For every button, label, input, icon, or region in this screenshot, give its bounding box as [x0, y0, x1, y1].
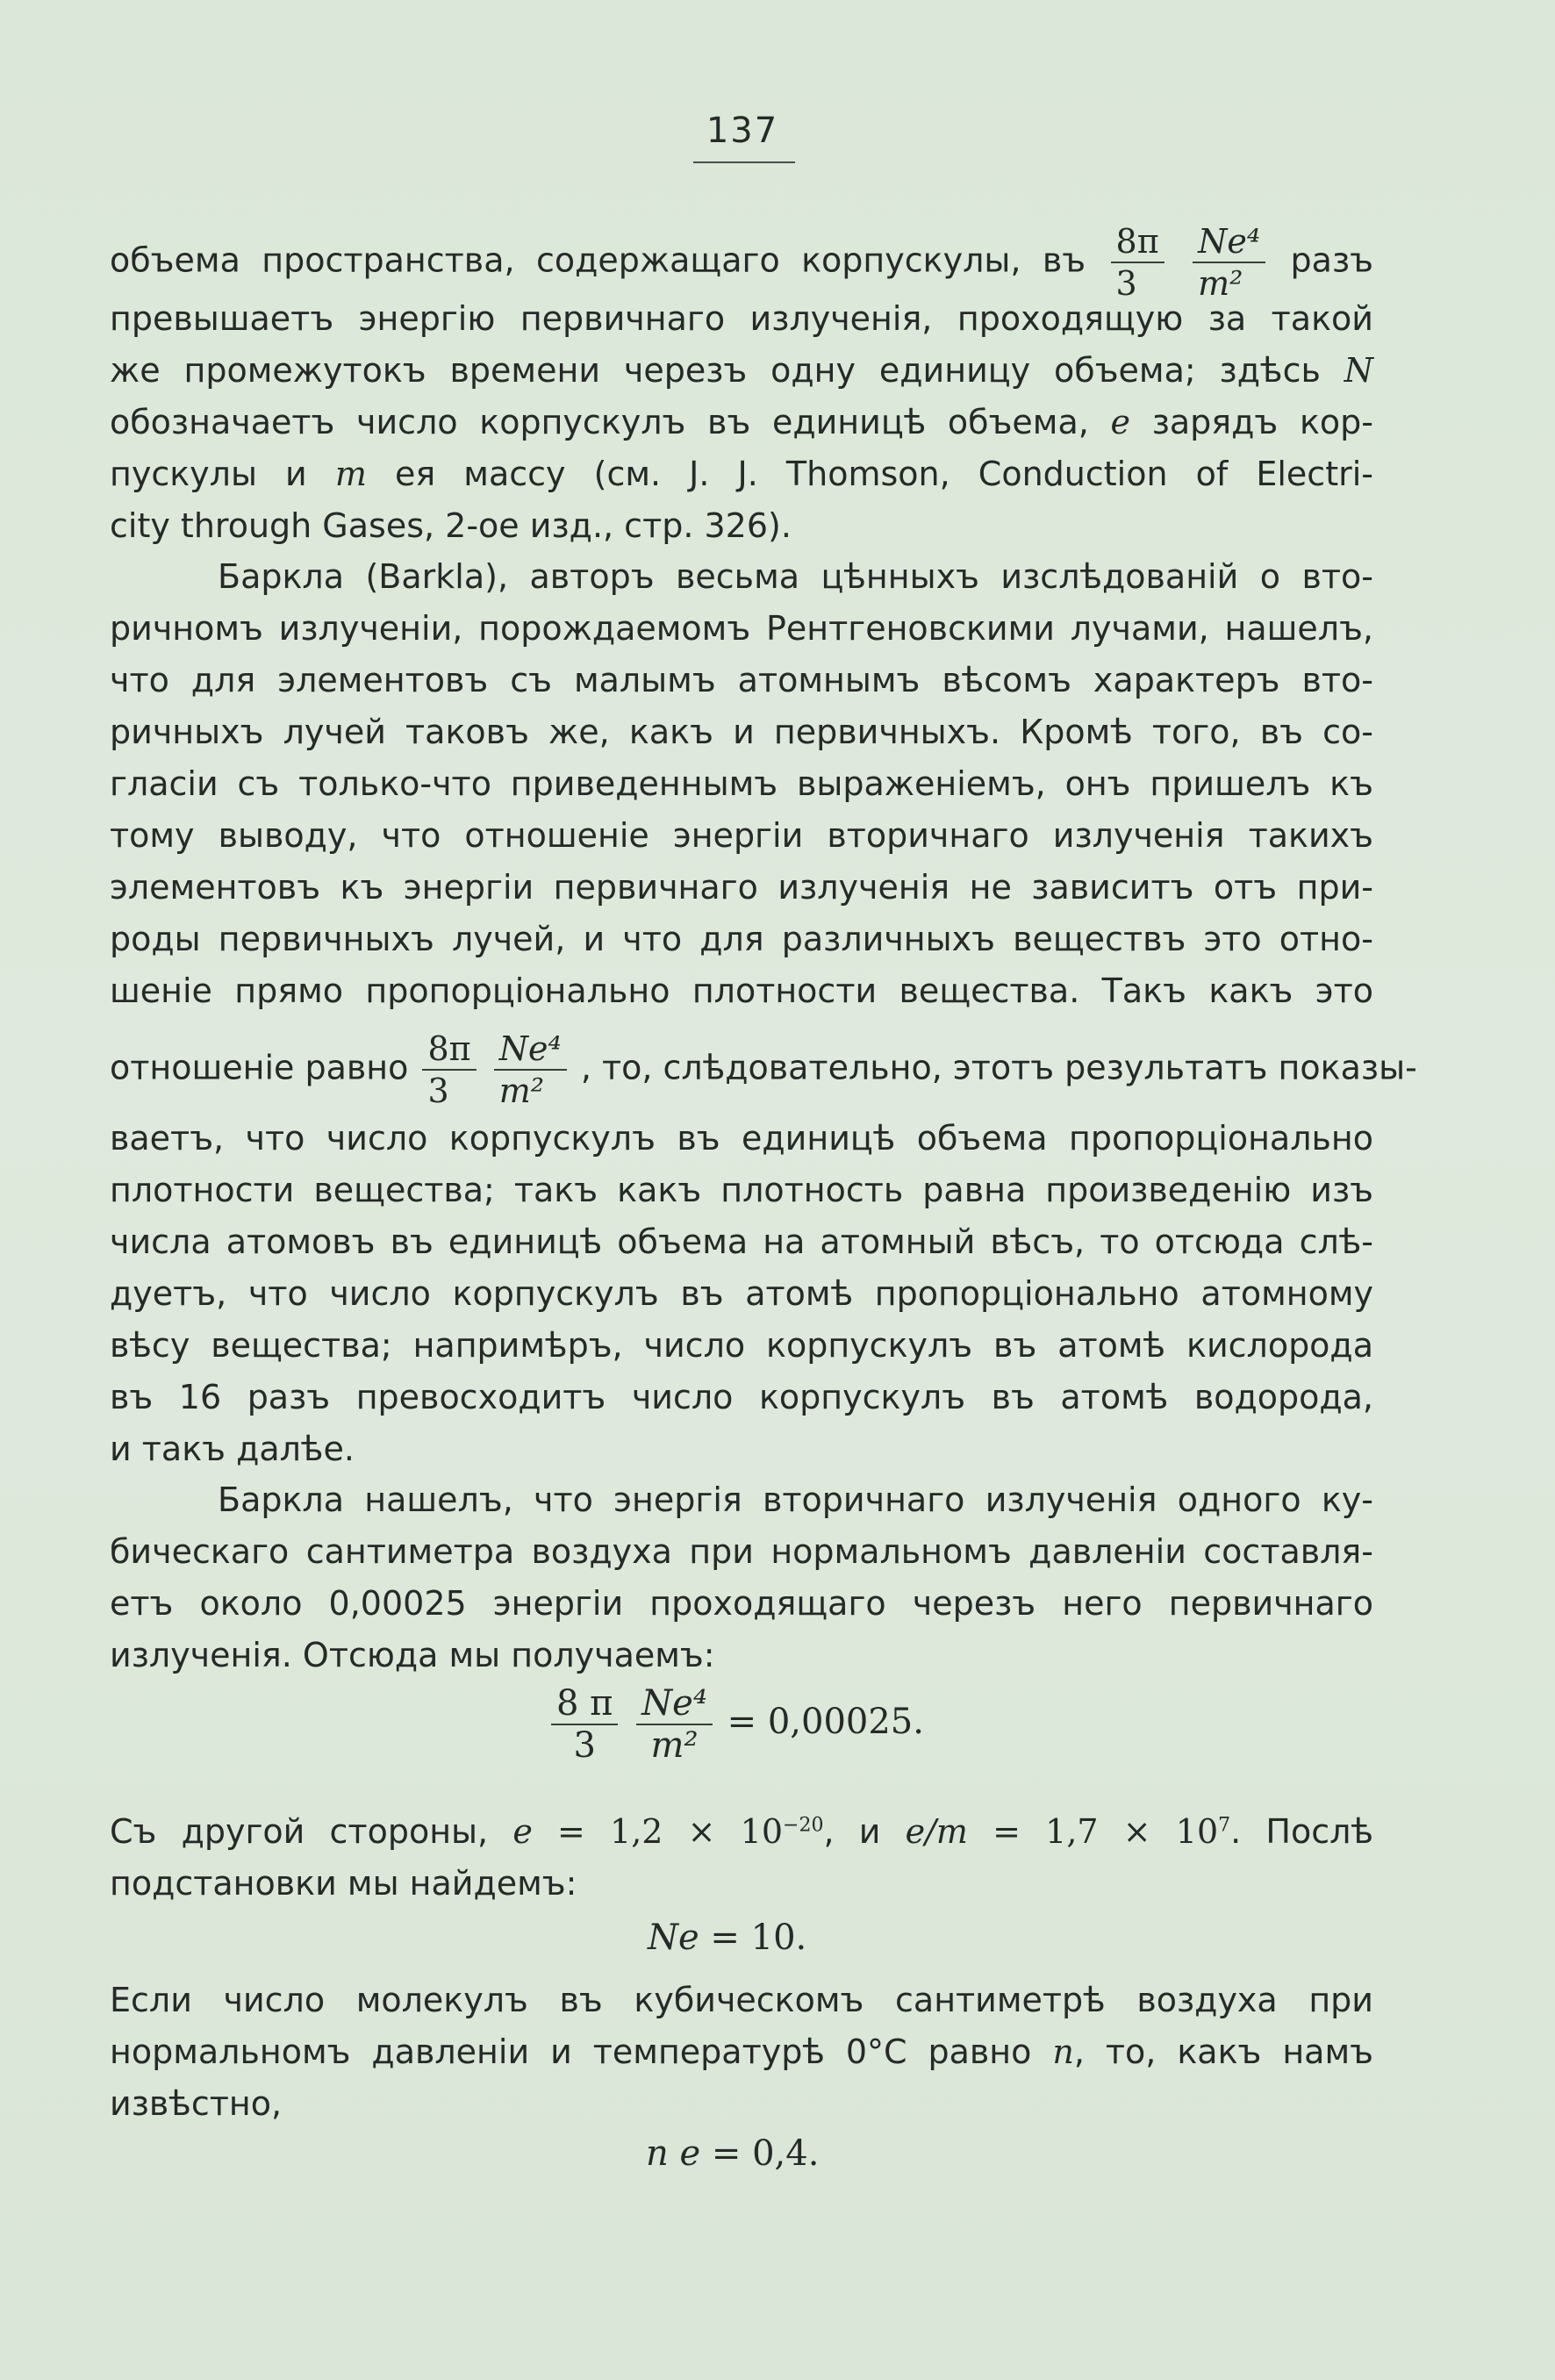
symbol-e: e	[1110, 403, 1131, 441]
ratio-mantissa: = 1,7 × 10	[992, 1812, 1219, 1851]
p3-line-1: Баркла нашелъ, что энергія вторичнаго излученія одного ку-	[218, 1480, 1373, 1519]
p2-line-17: и такъ далѣе.	[110, 1430, 355, 1468]
frac-den: m²	[650, 1725, 699, 1766]
p2-line-14: дуетъ, что число корпускулъ въ атомѣ пропорціонально атомному	[110, 1274, 1373, 1313]
frac-den: 3	[1115, 264, 1137, 303]
charge-exponent: −20	[783, 1814, 824, 1837]
p5-line-3: извѣстно,	[110, 2084, 283, 2123]
ratio-value	[992, 1812, 1230, 1851]
conjunction: , и	[823, 1812, 881, 1851]
p1-line-4	[110, 397, 1373, 448]
frac-num: Ne⁴	[494, 1029, 567, 1071]
symbol-m: m	[334, 455, 367, 493]
p4-line-1	[110, 1806, 1373, 1858]
p5-line-2-start: нормальномъ давленіи и температурѣ 0°C равно	[110, 2032, 1032, 2071]
charge-mantissa: = 1,2 × 10	[557, 1812, 784, 1851]
p2-line-10	[110, 1029, 1417, 1111]
p3-line-4: излученія. Отсюда мы получаемъ:	[110, 1636, 715, 1674]
p1-line-5	[110, 448, 1373, 500]
page-number-rule	[693, 161, 795, 163]
p2-line-11: ваетъ, что число корпускулъ въ единицѣ объема пропорціонально	[110, 1119, 1373, 1158]
p1-line-3-start: же промежутокъ времени черезъ одну единицу объема; здѣсь	[110, 351, 1321, 390]
frac-den: 3	[427, 1072, 449, 1110]
p2-line-3: что для элементовъ съ малымъ атомнымъ вѣсомъ характеръ вто-	[110, 661, 1373, 699]
p2-line-15: вѣсу вещества; напримѣръ, число корпускулъ въ атомѣ кислорода	[110, 1326, 1373, 1365]
p2-line-12: плотности вещества; такъ какъ плотность равна произведенію изъ	[110, 1171, 1373, 1209]
p3-line-3: етъ около 0,00025 энергіи проходящаго черезъ него первичнаго	[110, 1584, 1373, 1623]
p1-fraction-8pi-3	[1111, 221, 1164, 304]
symbol-e-over-m: e/m	[905, 1812, 968, 1851]
eq3-lhs: n e	[646, 2133, 701, 2174]
p5-line-2-end: , то, какъ намъ	[1073, 2032, 1373, 2071]
equation-energy-ratio	[548, 1683, 924, 1766]
eq2-rhs: = 10.	[710, 1918, 807, 1958]
p4-line-2: подстановки мы найдемъ:	[110, 1864, 577, 1903]
symbol-n: n	[1052, 2032, 1074, 2071]
p2-line-13: числа атомовъ въ единицѣ объема на атомный вѣсъ, то отсюда слѣ-	[110, 1222, 1373, 1261]
p1-line-4-end: зарядъ кор-	[1151, 403, 1373, 441]
p2-fraction-ne4-m2	[494, 1029, 567, 1111]
p4-line-1-start: Съ другой стороны,	[110, 1812, 489, 1851]
p2-line-4: ричныхъ лучей таковъ же, какъ и первичныхъ. Кромѣ того, въ со-	[110, 713, 1373, 751]
p2-fraction-8pi-3	[422, 1029, 476, 1111]
symbol-e: e	[512, 1812, 533, 1851]
frac-num: 8 π	[551, 1683, 618, 1725]
ratio-exponent: 7	[1218, 1814, 1231, 1837]
p2-line-6: тому выводу, что отношеніе энергіи вторичнаго излученія такихъ	[110, 816, 1373, 855]
eq1-rhs: = 0,00025.	[727, 1702, 924, 1742]
p5-line-1: Если число молекулъ въ кубическомъ сантиметрѣ воздуха при	[110, 1981, 1373, 2019]
p1-line-2: превышаетъ энергію первичнаго излученія, проходящую за такой	[110, 299, 1373, 338]
eq3-rhs: = 0,4.	[711, 2133, 820, 2174]
p1-line-1-end: разъ	[1290, 240, 1373, 280]
frac-num: 8π	[1111, 221, 1164, 263]
p1-line-6: city through Gases, 2-ое изд., стр. 326).	[110, 506, 792, 545]
p1-line-3	[110, 345, 1373, 397]
p1-line-4-start: обозначаетъ число корпускулъ въ единицѣ объема,	[110, 403, 1089, 441]
frac-num: Ne⁴	[636, 1683, 713, 1725]
p1-fraction-ne4-m2	[1193, 221, 1265, 304]
charge-value	[557, 1812, 823, 1851]
p5-line-2	[110, 2026, 1373, 2078]
page-number: 137	[706, 111, 779, 151]
frac-den: 3	[573, 1725, 596, 1766]
eq1-fraction-8pi-3	[551, 1683, 618, 1766]
p4-line-1-end: . Послѣ	[1230, 1812, 1373, 1851]
equation-ne	[648, 1911, 806, 1964]
symbol-N: N	[1344, 351, 1373, 390]
p2-line-8: роды первичныхъ лучей, и что для различныхъ веществъ это отно-	[110, 920, 1373, 958]
p1-line-1-start: объема пространства, содержащаго корпускулы, въ	[110, 240, 1086, 280]
eq1-fraction-ne4-m2	[636, 1683, 713, 1766]
eq2-lhs: Ne	[648, 1918, 699, 1958]
p2-line-9: шеніе прямо пропорціонально плотности вещества. Такъ какъ это	[110, 971, 1373, 1010]
p3-line-2: бическаго сантиметра воздуха при нормальномъ давленіи составля-	[110, 1532, 1373, 1571]
p1-line-5-end: ея массу (см. J. J. Thomson, Conduction of Electri-	[394, 455, 1373, 493]
p2-line-2: ричномъ излученіи, порождаемомъ Рентгеновскими лучами, нашелъ,	[110, 609, 1373, 648]
frac-num: Ne⁴	[1193, 221, 1265, 263]
equation-n-e	[646, 2127, 819, 2180]
frac-den: m²	[498, 1072, 545, 1110]
p2-line-1: Баркла (Barkla), авторъ весьма цѣнныхъ изслѣдованій о вто-	[218, 557, 1373, 596]
p2-line-10-end: , то, слѣдовательно, этотъ результатъ показы-	[580, 1048, 1417, 1087]
frac-num: 8π	[422, 1029, 476, 1071]
p2-line-5: гласіи съ только-что приведеннымъ выраженіемъ, онъ пришелъ къ	[110, 764, 1373, 803]
frac-den: m²	[1198, 264, 1243, 303]
p2-line-16: въ 16 разъ превосходитъ число корпускулъ въ атомѣ водорода,	[110, 1378, 1373, 1416]
p2-line-10-start: отношеніе равно	[110, 1048, 409, 1087]
p2-line-7: элементовъ къ энергіи первичнаго излученія не зависитъ отъ при-	[110, 868, 1373, 907]
p1-line-5-start: пускулы и	[110, 455, 307, 493]
p1-line-1	[110, 221, 1373, 304]
